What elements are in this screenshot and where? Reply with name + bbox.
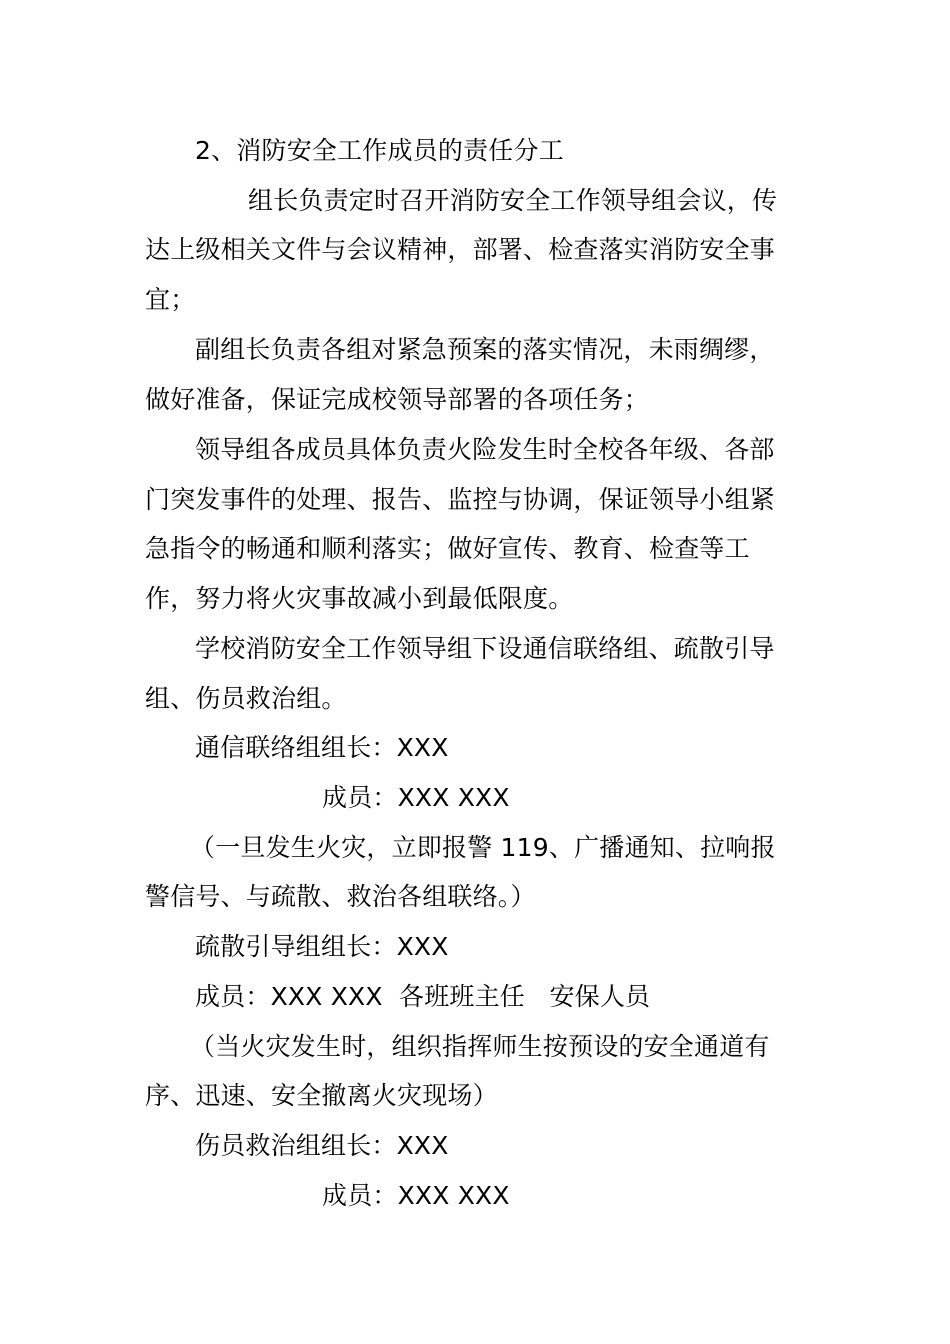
group-leader-line: 伤员救治组组长：XXX (195, 1131, 449, 1160)
paragraph-line: （当火灾发生时，组织指挥师生按预设的安全通道有 (190, 1032, 770, 1061)
paragraph-line: 学校消防安全工作领导组下设通信联络组、疏散引导 (195, 634, 775, 663)
paragraph-line: 组、伤员救治组。 (145, 684, 347, 713)
group-leader-line: 疏散引导组组长：XXX (195, 932, 449, 961)
paragraph-line: 副组长负责各组对紧急预案的落实情况，未雨绸缪， (195, 335, 775, 364)
paragraph-line: 达上级相关文件与会议精神，部署、检查落实消防安全事 (145, 235, 776, 264)
paragraph-line: 做好准备，保证完成校领导部署的各项任务； (145, 385, 650, 414)
paragraph-line: 门突发事件的处理、报告、监控与协调，保证领导小组紧 (145, 485, 776, 514)
group-members-line: 成员：XXX XXX 各班班主任 安保人员 (195, 982, 651, 1011)
paragraph-line: 急指令的畅通和顺利落实；做好宣传、教育、检查等工 (145, 534, 750, 563)
paragraph-line: 作，努力将火灾事故减小到最低限度。 (145, 584, 574, 613)
section-heading: 2、消防安全工作成员的责任分工 (195, 136, 564, 165)
group-members-line: 成员：XXX XXX (322, 783, 510, 812)
paragraph-line: 领导组各成员具体负责火险发生时全校各年级、各部 (195, 435, 775, 464)
paragraph-line: 警信号、与疏散、救治各组联络。） (145, 882, 536, 911)
paragraph-line: 宜； (145, 285, 196, 314)
group-members-line: 成员：XXX XXX (322, 1181, 510, 1210)
paragraph-line: （一旦发生火灾，立即报警 119、广播通知、拉响报 (190, 833, 776, 862)
paragraph-line: 序、迅速、安全撤离火灾现场） (145, 1081, 498, 1110)
group-leader-line: 通信联络组组长：XXX (195, 733, 449, 762)
paragraph-line: 组长负责定时召开消防安全工作领导组会议，传 (248, 186, 778, 215)
